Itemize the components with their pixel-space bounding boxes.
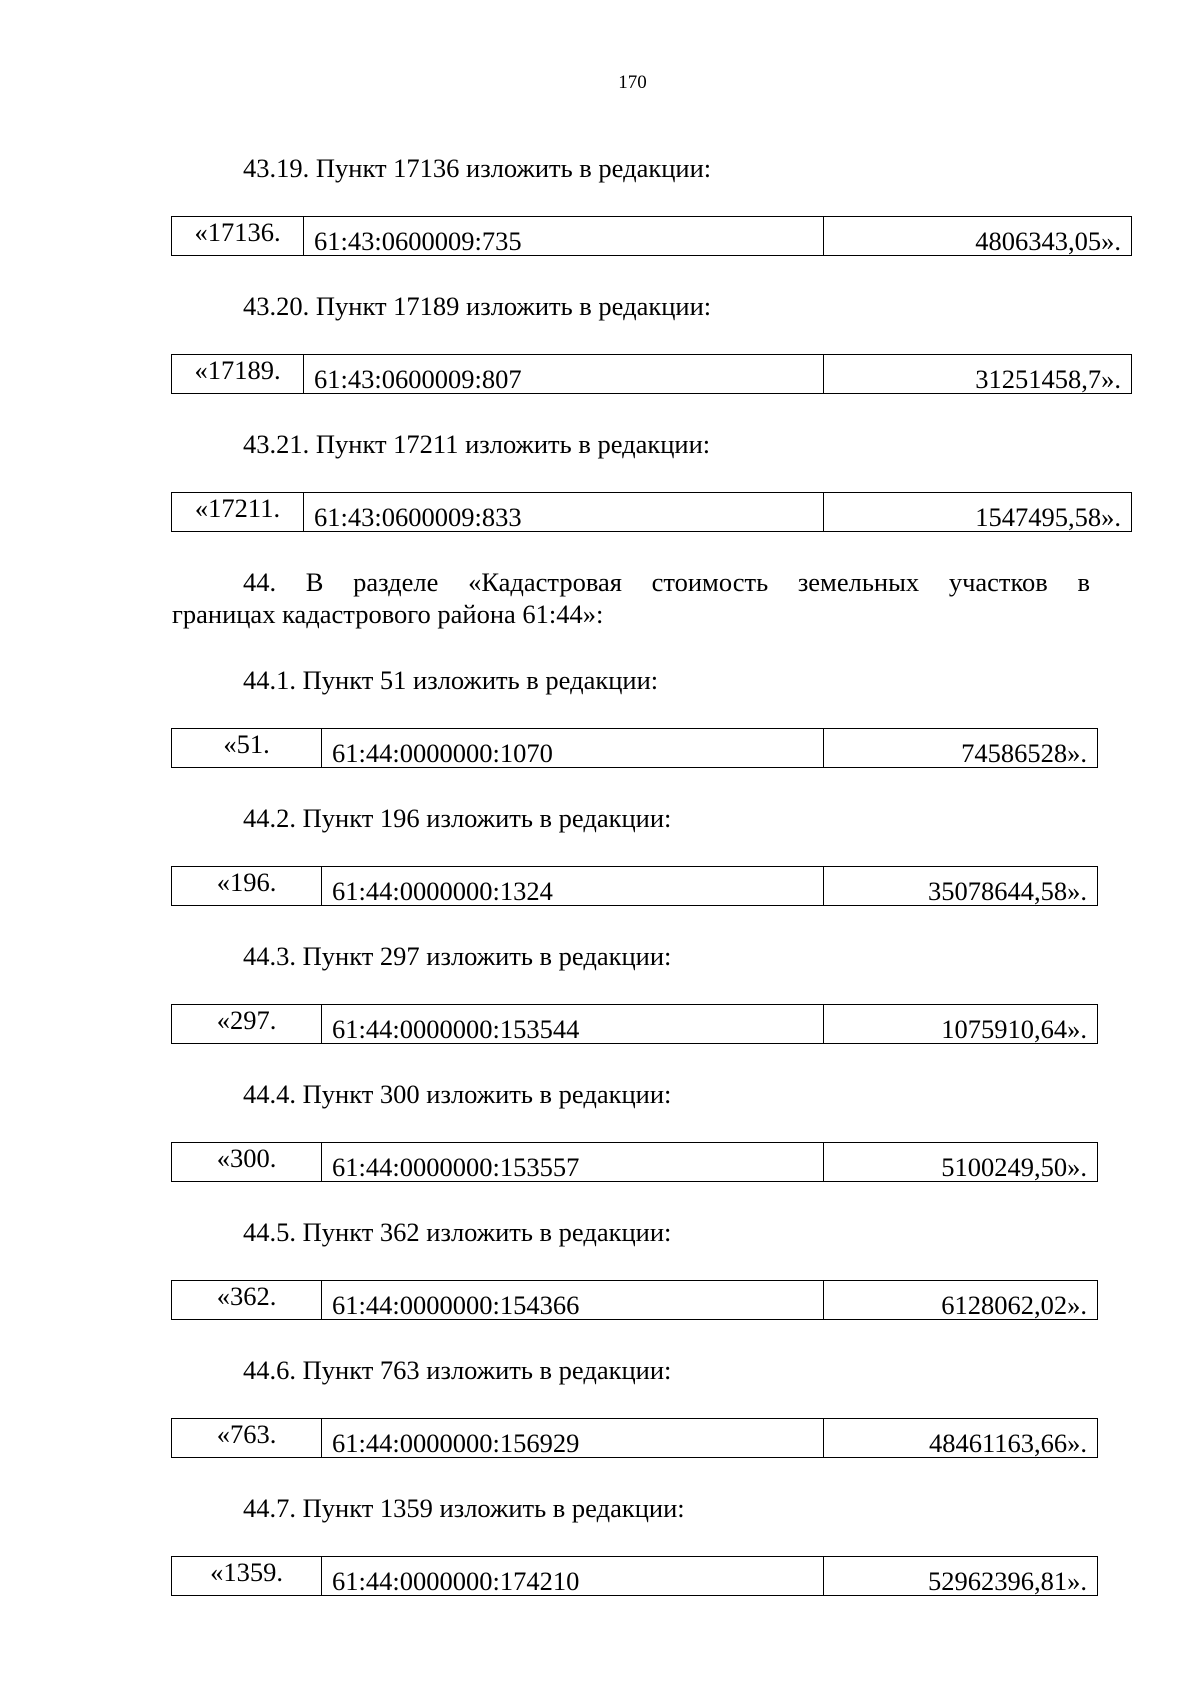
- cadastral-value: 48461163,66».: [824, 1419, 1098, 1458]
- entry-table-362: [171, 1280, 1098, 1320]
- cadastral-value: 1547495,58».: [824, 493, 1132, 532]
- cadastral-value: 35078644,58».: [824, 867, 1098, 906]
- instruction-44-5: 44.5. Пункт 362 изложить в редакции:: [243, 1217, 672, 1247]
- entry-table-763: [171, 1418, 1098, 1458]
- entry-number: «1359.: [172, 1557, 322, 1596]
- table-row: [172, 493, 1132, 532]
- cadastral-number: 61:43:0600009:735: [304, 217, 824, 256]
- entry-table-297: [171, 1004, 1098, 1044]
- cadastral-value: 4806343,05».: [824, 217, 1132, 256]
- instruction-44-1: 44.1. Пункт 51 изложить в редакции:: [243, 665, 659, 695]
- cadastral-number: 61:44:0000000:153557: [322, 1143, 824, 1182]
- entry-number: «196.: [172, 867, 322, 906]
- instruction-44-3: 44.3. Пункт 297 изложить в редакции:: [243, 941, 672, 971]
- entry-number: «17211.: [172, 493, 304, 532]
- entry-table-17136: [171, 216, 1132, 256]
- entry-number: «17136.: [172, 217, 304, 256]
- entry-number: «17189.: [172, 355, 304, 394]
- table-row: [172, 217, 1132, 256]
- cadastral-value: 1075910,64».: [824, 1005, 1098, 1044]
- section-heading-line-1: 44. В разделе «Кадастровая стоимость земельных участков в: [243, 567, 1090, 597]
- cadastral-value: 52962396,81».: [824, 1557, 1098, 1596]
- instruction-44-4: 44.4. Пункт 300 изложить в редакции:: [243, 1079, 672, 1109]
- table-row: [172, 355, 1132, 394]
- table-row: [172, 867, 1098, 906]
- cadastral-number: 61:44:0000000:156929: [322, 1419, 824, 1458]
- instruction-44-6: 44.6. Пункт 763 изложить в редакции:: [243, 1355, 672, 1385]
- table-row: [172, 1143, 1098, 1182]
- table-row: [172, 729, 1098, 768]
- cadastral-value: 74586528».: [824, 729, 1098, 768]
- entry-number: «763.: [172, 1419, 322, 1458]
- cadastral-value: 31251458,7».: [824, 355, 1132, 394]
- entry-number: «51.: [172, 729, 322, 768]
- instruction-44-7: 44.7. Пункт 1359 изложить в редакции:: [243, 1493, 685, 1523]
- instruction-43-21: 43.21. Пункт 17211 изложить в редакции:: [243, 429, 711, 459]
- entry-table-1359: [171, 1556, 1098, 1596]
- entry-table-51: [171, 728, 1098, 768]
- entry-number: «362.: [172, 1281, 322, 1320]
- cadastral-number: 61:44:0000000:1070: [322, 729, 824, 768]
- table-row: [172, 1281, 1098, 1320]
- section-heading: [172, 566, 1090, 630]
- cadastral-number: 61:43:0600009:833: [304, 493, 824, 532]
- page-number: 170: [618, 72, 647, 93]
- entry-number: «297.: [172, 1005, 322, 1044]
- instruction-43-20: 43.20. Пункт 17189 изложить в редакции:: [243, 291, 712, 321]
- entry-number: «300.: [172, 1143, 322, 1182]
- table-row: [172, 1557, 1098, 1596]
- cadastral-number: 61:44:0000000:153544: [322, 1005, 824, 1044]
- entry-table-17189: [171, 354, 1132, 394]
- cadastral-number: 61:44:0000000:154366: [322, 1281, 824, 1320]
- cadastral-value: 6128062,02».: [824, 1281, 1098, 1320]
- entry-table-300: [171, 1142, 1098, 1182]
- section-heading-line-2: границах кадастрового района 61:44»:: [172, 599, 604, 629]
- table-row: [172, 1005, 1098, 1044]
- cadastral-number: 61:44:0000000:1324: [322, 867, 824, 906]
- table-row: [172, 1419, 1098, 1458]
- cadastral-number: 61:44:0000000:174210: [322, 1557, 824, 1596]
- cadastral-value: 5100249,50».: [824, 1143, 1098, 1182]
- entry-table-17211: [171, 492, 1132, 532]
- instruction-44-2: 44.2. Пункт 196 изложить в редакции:: [243, 803, 672, 833]
- instruction-43-19: 43.19. Пункт 17136 изложить в редакции:: [243, 153, 712, 183]
- entry-table-196: [171, 866, 1098, 906]
- cadastral-number: 61:43:0600009:807: [304, 355, 824, 394]
